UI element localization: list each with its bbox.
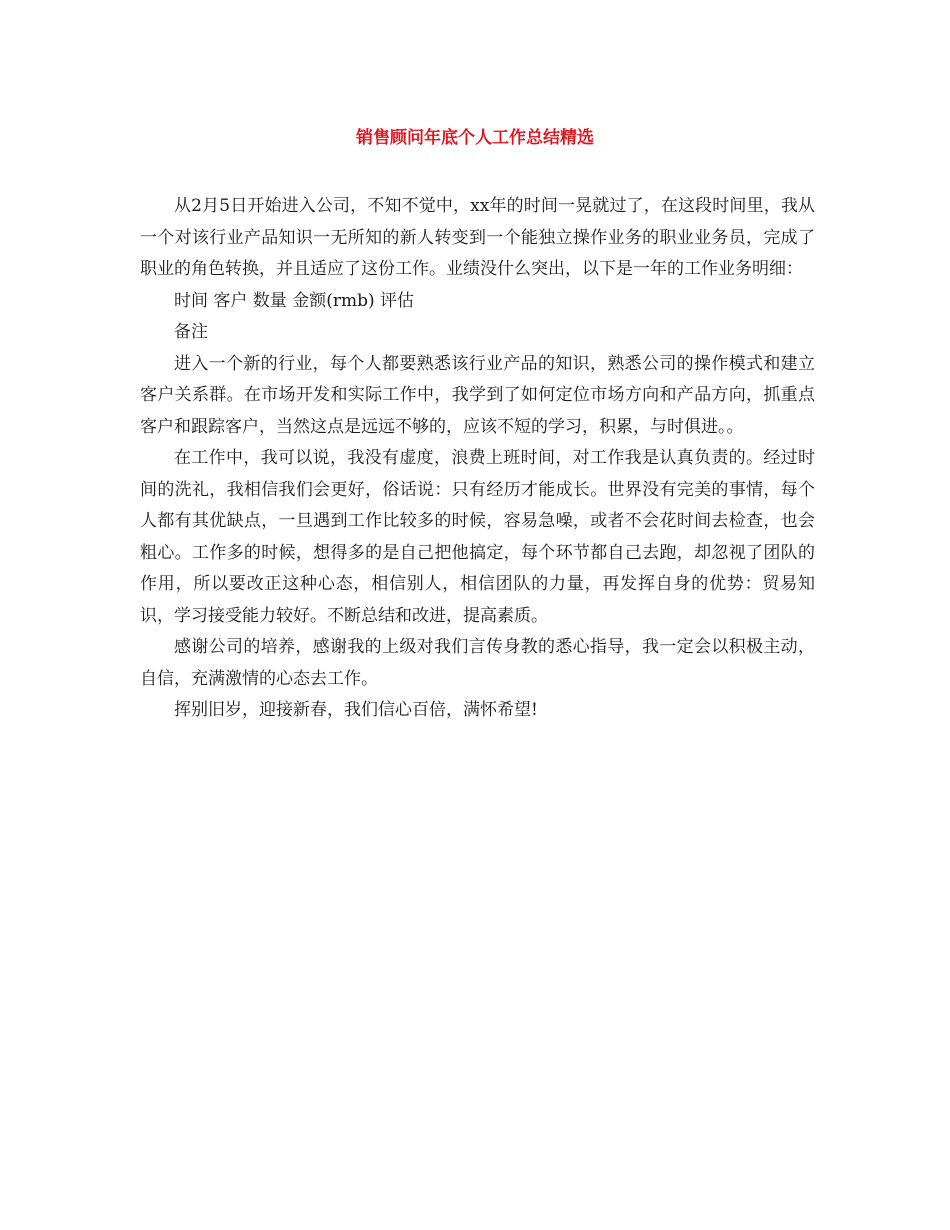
paragraph-remarks: 备注 bbox=[174, 322, 208, 342]
document-title: 销售顾问年底个人工作总结精选 bbox=[356, 128, 594, 148]
paragraph-intro: 从2月5日开始进入公司，不知不觉中，xx年的时间一晃就过了，在这段时间里，我从一个对该行业产品知识一无所知的新人转变到一个能独立操作业务的职业业务员，完成了职业的角色转换，并且适应了这份工作。业绩没什么突出，以下是一年的工作业务明细： bbox=[140, 196, 815, 279]
document-body bbox=[140, 191, 815, 727]
paragraph-table-header: 时间 客户 数量 金额(rmb) 评估 bbox=[174, 290, 415, 311]
paragraph-thanks: 感谢公司的培养，感谢我的上级对我们言传身教的悉心指导，我一定会以积极主动，自信，充满激情的心态去工作。 bbox=[140, 637, 815, 689]
paragraph-learning: 进入一个新的行业，每个人都要熟悉该行业产品的知识，熟悉公司的操作模式和建立客户关系群。在市场开发和实际工作中，我学到了如何定位市场方向和产品方向，抓重点客户和跟踪客户，当然这点是远远不够的，应该不短的学习，积累，与时俱进。。 bbox=[140, 353, 815, 437]
paragraph-closing: 挥别旧岁，迎接新春，我们信心百倍，满怀希望! bbox=[174, 700, 538, 720]
paragraph-reflection: 在工作中，我可以说，我没有虚度，浪费上班时间，对工作我是认真负责的。经过时间的洗礼，我相信我们会更好，俗话说：只有经历才能成长。世界没有完美的事情，每个人都有其优缺点，一旦遇到工作比较多的时候，容易急噪，或者不会花时间去检查，也会粗心。工作多的时候，想得多的是自己把他搞定，每个环节都自己去跑，却忽视了团队的作用，所以要改正这种心态，相信别人，相信团队的力量，再发挥自身的优势：贸易知识，学习接受能力较好。不断总结和改进，提高素质。 bbox=[140, 448, 815, 626]
